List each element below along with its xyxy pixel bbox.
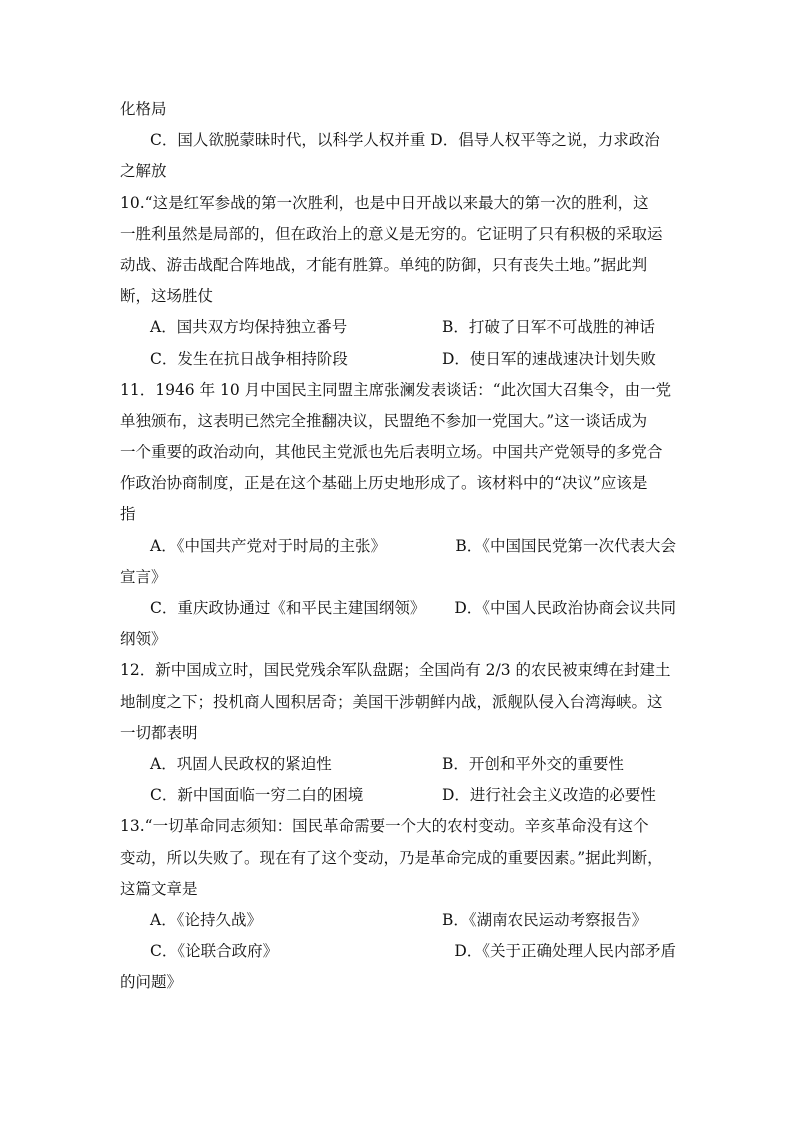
q11-stem: 作政治协商制度，正是在这个基础上历史地形成了。该材料中的“决议”应该是 — [120, 474, 648, 493]
q9-option-c-d: C．国人欲脱蒙昧时代，以科学人权并重 D．倡导人权平等之说，力求政治 — [150, 131, 660, 150]
q11-option-b-cont: 宣言》 — [120, 567, 167, 586]
q12-stem: 地制度之下；投机商人囤积居奇；美国干涉朝鲜内战，派舰队侵入台湾海峡。这 — [120, 692, 663, 711]
q13-stem: 这篇文章是 — [120, 879, 198, 898]
q12-options-row-1 — [120, 749, 676, 780]
q11-stem: 单独颁布，这表明已然完全推翻决议，民盟绝不参加一党国大。”这一谈话成为 — [120, 411, 648, 430]
q12-option-c[interactable]: C．新中国面临一穷二白的困境 — [150, 786, 364, 805]
q13-option-d[interactable]: D．《关于正确处理人民内部矛盾 — [454, 942, 676, 961]
q11-option-c[interactable]: C．重庆政协通过《和平民主建国纲领》 — [150, 599, 426, 617]
q10-option-b[interactable]: B．打破了日军不可战胜的神话 — [442, 318, 655, 337]
q11-option-d[interactable]: D．《中国人民政治协商会议共同 — [454, 599, 676, 617]
q12-stem: 一切都表明 — [120, 723, 198, 742]
q13-option-b[interactable]: B．《湖南农民运动考察报告》 — [442, 910, 648, 929]
q10-stem: 动战、游击战配合阵地战，才能有胜算。单纯的防御，只有丧失土地。”据此判 — [120, 255, 648, 274]
q10-option-a[interactable]: A．国共双方均保持独立番号 — [150, 318, 348, 337]
q10-stem: 一胜利虽然是局部的，但在政治上的意义是无穷的。它证明了只有积极的采取运 — [120, 224, 663, 243]
q11-option-a[interactable]: A．《中国共产党对于时局的主张》 — [150, 536, 386, 555]
q10-options-row-2 — [120, 344, 676, 375]
q11-stem: 11．1946 年 10 月中国民主同盟主席张澜发表谈话：“此次国大召集令，由一党 — [120, 380, 672, 399]
q13-option-a[interactable]: A．《论持久战》 — [150, 910, 262, 929]
q13-stem: 变动，所以失败了。现在有了这个变动，乃是革命完成的重要因素。”据此判断， — [120, 848, 663, 867]
q11-option-b[interactable]: B．《中国国民党第一次代表大会 — [455, 536, 676, 555]
q10-options-row-1 — [120, 312, 676, 343]
q13-options-row-1 — [120, 905, 676, 936]
text-line: 化格局 — [120, 100, 167, 118]
q13-options-row-2 — [120, 936, 676, 967]
text-line: 之解放 — [120, 162, 167, 181]
q13-stem: 13.“一切革命同志须知：国民革命需要一个大的农村变动。辛亥革命没有这个 — [120, 817, 649, 836]
q11-stem: 指 — [120, 505, 136, 524]
q13-option-d-cont: 的问题》 — [120, 973, 183, 992]
q12-option-d[interactable]: D．进行社会主义改造的必要性 — [442, 786, 656, 805]
exam-page — [120, 94, 676, 998]
q10-option-c[interactable]: C．发生在抗日战争相持阶段 — [150, 349, 348, 368]
q10-option-d[interactable]: D．使日军的速战速决计划失败 — [442, 349, 656, 368]
q12-option-b[interactable]: B．开创和平外交的重要性 — [442, 754, 624, 773]
q13-option-c[interactable]: C．《论联合政府》 — [150, 942, 279, 961]
q12-stem: 12．新中国成立时，国民党残余军队盘踞；全国尚有 2/3 的农民被束缚在封建土 — [120, 661, 671, 680]
q10-stem: 断，这场胜仗 — [120, 287, 214, 306]
q10-stem: 10.“这是红军参战的第一次胜利，也是中日开战以来最大的第一次的胜利，这 — [120, 193, 649, 212]
q11-options-row-1 — [120, 531, 676, 562]
q12-option-a[interactable]: A．巩固人民政权的紧迫性 — [150, 754, 332, 773]
q12-options-row-2 — [120, 780, 676, 811]
q11-stem: 一个重要的政治动向，其他民主党派也先后表明立场。中国共产党领导的多党合 — [120, 443, 663, 462]
q11-options-row-2 — [120, 593, 676, 624]
q11-option-d-cont: 纲领》 — [120, 630, 167, 649]
